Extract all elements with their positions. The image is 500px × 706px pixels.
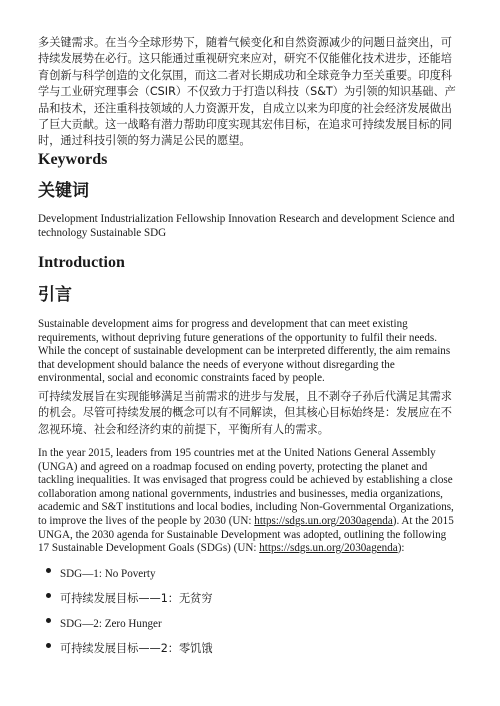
sdg-list-item-text: 可持续发展目标——1：无贫穷 [60,592,213,605]
list-item [38,612,480,631]
keywords-text: Development Industrialization Fellowship Innovation Research and development Science and technology Sustainable SDG [38,213,455,239]
sdg-list-item-text: SDG—1: No Poverty [60,568,156,580]
bullet-dot [46,618,51,623]
intro-paragraph-2-part-c: ): [397,542,405,555]
sdg-list-item-text: SDG—2: Zero Hunger [60,618,162,630]
list-item [38,562,480,581]
intro-paragraph-1-en: Sustainable development aims for progress and development that can meet existing requirements, without depriving future generations of the opportunity to fulfil their needs. While the concept of sustainable development can be interpreted differently, the aim remains that development should balance the needs of everyone without disregarding the environmental, social and economic constraints faced by people. [38,318,451,385]
sdgs-agenda-link-2[interactable]: https://sdgs.un.org/2030agenda [259,542,398,555]
bullet-dot [46,568,51,573]
bullet-dot [46,593,51,598]
sdg-list-item-text: 可持续发展目标——2：零饥饿 [60,642,213,655]
intro-paragraph-2-part-a: In the year 2015, leaders from 195 countries met at the United Nations General Assembly (UNGA) and agreed on a roadmap focused on ending poverty, protecting the planet and tackling inequalities. It was envisaged that progress could be achieved by establishing a close collaboration among national governments, industries and businesses, media organizations, academic and S&T institutions and local bodies, including Non-Governmental Organizations, to improve the lives of the people by 2030 (UN: [38,447,454,527]
list-item [38,587,480,606]
introduction-heading-zh: 引言 [38,285,72,305]
introduction-heading-en: Introduction [38,254,125,271]
bullet-dot [46,643,51,648]
intro-paragraph-2-en [38,447,460,556]
intro-paragraph-2-part-b: ). At the 2015 UNGA, the 2030 agenda for Sustainable Development was adopted, outlining the following 17 Sustainable Development Goals (SDGs) (UN: [38,514,454,555]
sdgs-agenda-link-1[interactable]: https://sdgs.un.org/2030agenda [254,514,393,527]
keywords-heading-zh: 关键词 [38,181,89,201]
intro-paragraph-1-zh: 可持续发展旨在实现能够满足当前需求的进步与发展，且不剥夺子孙后代满足其需求的机会。尽管可持续发展的概念可以有不同解读，但其核心目标始终是：发展应在不忽视环境、社会和经济约束的前提下，平衡所有人的需求。 [38,390,452,436]
abstract-zh-continued: 多关键需求。在当今全球形势下，随着气候变化和自然资源减少的问题日益突出，可持续发展势在必行。这只能通过重视研究来应对，研究不仅能催化技术进步，还能培育创新与科学创造的文化氛围，而这二者对长期成功和全球竞争力至关重要。印度科学与工业研究理事会（CSIR）不仅致力于打造以科技（S&T）为引领的知识基础、产品和技术，还注重科技领域的人力资源开发，自成立以来为印度的社会经济发展做出了巨大贡献。这一战略有潜力帮助印度实现其宏伟目标，在追求可持续发展目标的同时，通过科技引领的努力满足公民的愿望。 [38,36,456,148]
keywords-heading-en: Keywords [38,151,108,168]
list-item [38,637,480,656]
